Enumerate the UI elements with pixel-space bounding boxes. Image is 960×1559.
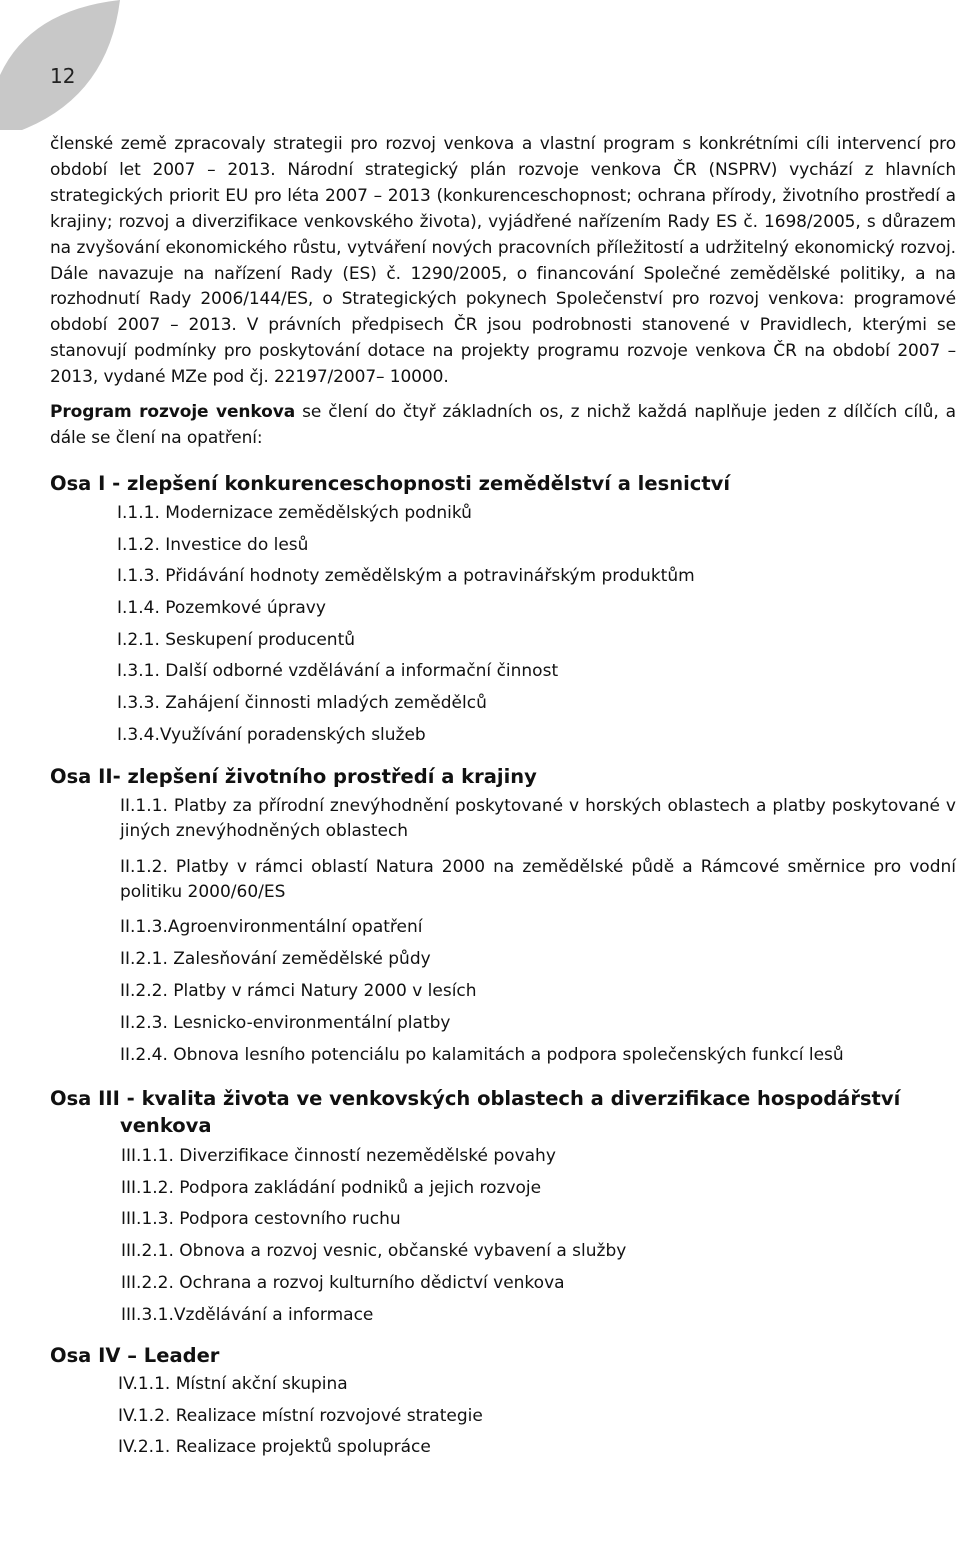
axis-4-section (50, 1343, 956, 1458)
measure-label: Lesnicko-environmentální platby (167, 1012, 451, 1033)
axis-3-measures (121, 1145, 956, 1326)
measure-code: III.1.2. (121, 1177, 174, 1198)
measure-code: I.1.4. (117, 597, 160, 618)
measure-label: Vzdělávání a informace (173, 1305, 374, 1326)
measure-label: Využívání poradenských služeb (159, 724, 426, 745)
measure-label: Investice do lesů (159, 534, 309, 555)
measure-code: II.2.1. (120, 948, 168, 969)
list-item (121, 1272, 956, 1294)
axis-3-title-line1: Osa III - kvalita života ve venkovských oblastech a diverzifikace hospodářství (50, 1086, 901, 1110)
measure-code: II.1.1. (120, 795, 168, 816)
list-item (117, 502, 956, 524)
measure-code: I.1.3. (117, 566, 160, 587)
list-item (121, 1145, 956, 1167)
axis-4-measures (118, 1373, 956, 1458)
measure-label: Agroenvironmentální opatření (167, 916, 423, 937)
axis-1-section (50, 471, 956, 746)
measure-code: IV.1.1. (118, 1374, 171, 1395)
list-item (120, 948, 956, 970)
axis-2-section (50, 764, 956, 1066)
measure-code: I.1.1. (117, 502, 160, 523)
measure-label: Platby v rámci Natury 2000 v lesích (167, 980, 477, 1001)
measure-label: Podpora cestovního ruchu (173, 1209, 401, 1230)
list-item (121, 1177, 956, 1199)
list-item (117, 660, 956, 682)
list-item (117, 565, 956, 587)
program-description: se člení do čtyř základních os, z nichž každá naplňuje jeden z dílčích cílů, a dále se člení na opatření: (50, 402, 956, 448)
measure-code: I.1.2. (117, 534, 160, 555)
list-item (120, 855, 956, 906)
measure-label: Zahájení činnosti mladých zemědělců (159, 693, 487, 713)
measure-label: Platby za přírodní znevýhodnění poskytované v horských oblastech a platby poskytované v jiných znevýhodněných oblastech (120, 795, 956, 842)
list-item (120, 1012, 956, 1034)
measure-label: Pozemkové úpravy (159, 597, 326, 618)
intro-paragraph: členské země zpracovaly strategii pro rozvoj venkova a vlastní program s konkrétními cíli intervencí pro období let 2007 – 2013. Národní strategický plán rozvoje venkova ČR (NSPRV) vychází z hlavních strategických priorit EU pro léta 2007 – 2013 (konkurenceschopnost; ochrana přírody, životního prostředí a krajiny; rozvoj a diverzifikace venkovského života), vyjádřené nařízením Rady ES č. 1698/2005, s důrazem na zvyšování ekonomického růstu, vytváření nových pracovních příležitostí a udržitelný ekonomický rozvoj. Dále navazuje na nařízení Rady (ES) č. 1290/2005, o financování Společné zemědělské politiky, a na rozhodnutí Rady 2006/144/ES, o Strategických pokynech Společenství pro rozvoj venkova: programové období 2007 – 2013. V právních předpisech ČR jsou podrobnosti stanovené v Pravidlech, kterými se stanovují podmínky pro poskytování dotace na projekty programu rozvoje venkova ČR na období 2007 – 2013, vydané MZe pod čj. 22197/2007– 10000. (50, 134, 956, 388)
measure-label: Realizace projektů spolupráce (170, 1437, 431, 1458)
list-item (121, 1208, 956, 1230)
list-item (117, 534, 956, 556)
measure-code: IV.1.2. (118, 1405, 171, 1426)
list-item (117, 629, 956, 651)
list-item (117, 692, 956, 714)
list-item (121, 1304, 956, 1326)
list-item (121, 1240, 956, 1262)
measure-label: Realizace místní rozvojové strategie (170, 1405, 483, 1426)
list-item (118, 1436, 956, 1458)
measure-code: I.3.4. (117, 724, 160, 745)
measure-code: III.2.1. (121, 1241, 174, 1262)
measure-label: Diverzifikace činností nezemědělské povahy (173, 1145, 556, 1166)
list-item (117, 597, 956, 619)
measure-label: Obnova a rozvoj vesnic, občanské vybavení a služby (173, 1241, 627, 1262)
measure-code: III.1.1. (121, 1145, 174, 1166)
measure-label: Podpora zakládání podniků a jejich rozvoje (173, 1177, 542, 1198)
measure-label: Platby v rámci oblastí Natura 2000 na zemědělské půdě a Rámcové směrnice pro vodní politiku 2000/60/ES (120, 856, 956, 903)
list-item (120, 980, 956, 1002)
list-item (120, 1044, 956, 1066)
measure-code: II.1.3. (120, 916, 168, 937)
measure-label: Ochrana a rozvoj kulturního dědictví venkova (173, 1273, 565, 1294)
measure-label: Místní akční skupina (170, 1374, 348, 1395)
measure-label: Modernizace zemědělských podniků (159, 502, 472, 523)
axis-2-measures (120, 794, 956, 1066)
measure-label: Přidávání hodnoty zemědělským a potravinářským produktům (159, 566, 695, 587)
measure-label: Obnova lesního potenciálu po kalamitách a podpora společenských funkcí lesů (167, 1044, 844, 1065)
axis-4-title: Osa IV – Leader (50, 1344, 220, 1368)
measure-code: III.2.2. (121, 1273, 174, 1294)
axis-1-measures (117, 502, 956, 746)
measure-code: III.3.1. (121, 1305, 174, 1326)
measure-code: II.1.2. (120, 856, 168, 877)
axis-2-title: Osa II- zlepšení životního prostředí a krajiny (50, 764, 537, 788)
list-item (118, 1373, 956, 1395)
list-item (117, 724, 956, 746)
measure-code: IV.2.1. (118, 1437, 171, 1458)
list-item (120, 794, 956, 845)
measure-code: I.3.3. (117, 693, 160, 713)
list-item (120, 916, 956, 938)
measure-code: I.3.1. (117, 661, 160, 682)
measure-code: II.2.2. (120, 980, 168, 1001)
axis-3-section (50, 1085, 956, 1326)
measure-code: III.1.3. (121, 1209, 174, 1230)
axis-3-title (50, 1085, 956, 1139)
measure-code: I.2.1. (117, 629, 160, 650)
program-term: Program rozvoje venkova (50, 402, 296, 423)
list-item (118, 1405, 956, 1427)
axis-1-title: Osa I - zlepšení konkurenceschopnosti zemědělství a lesnictví (50, 471, 731, 495)
measure-label: Seskupení producentů (159, 629, 356, 650)
axis-3-title-line2: venkova (120, 1113, 212, 1137)
program-paragraph (50, 400, 956, 452)
measure-label: Další odborné vzdělávání a informační činnost (159, 661, 559, 682)
page-number: 12 (50, 64, 76, 88)
measure-code: II.2.3. (120, 1012, 168, 1033)
document-body (50, 132, 956, 1468)
measure-code: II.2.4. (120, 1044, 168, 1065)
measure-label: Zalesňování zemědělské půdy (167, 948, 431, 969)
